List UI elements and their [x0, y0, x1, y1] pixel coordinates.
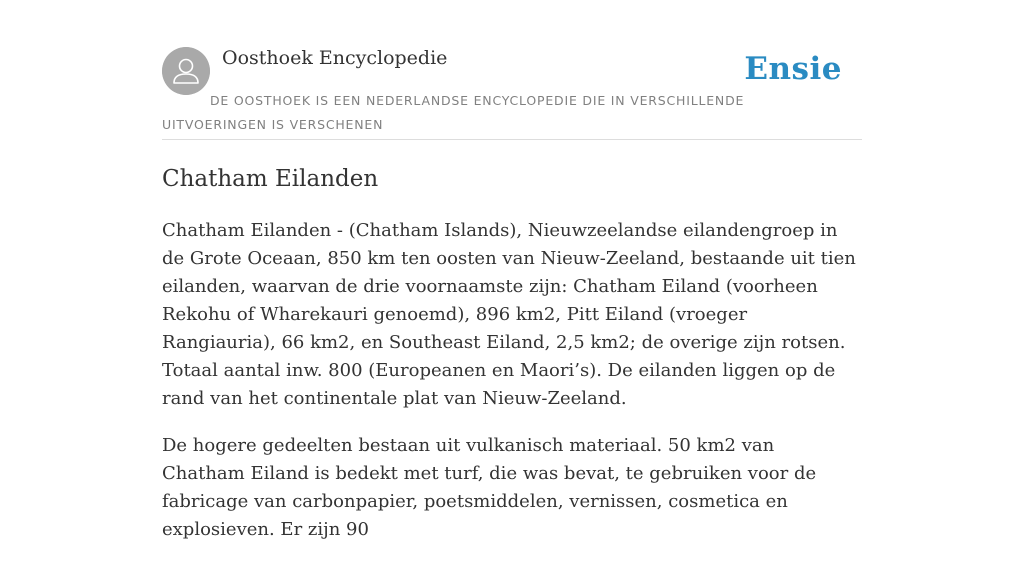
article-paragraph: De hogere gedeelten bestaan uit vulkanisch materiaal. 50 km2 van Chatham Eiland is bedekt met turf, die was bevat, te gebruiken voor de fabricage van carbonpapier, poetsmiddelen, vernissen, cosmetica en explosieven. Er zijn 90	[162, 435, 817, 540]
page-container	[162, 0, 862, 563]
encyclopedia-name-link[interactable]: Oosthoek Encyclopedie	[222, 47, 448, 69]
page-header	[162, 0, 862, 140]
ensie-logo[interactable]: Ensie	[744, 51, 842, 87]
article-paragraph: Chatham Eilanden - (Chatham Islands), Nieuwzeelandse eilandengroep in de Grote Oceaan, 850 km ten oosten van Nieuw-Zeeland, bestaande uit tien eilanden, waarvan de drie voornaamste zijn: Chatham Eiland (voorheen Rekohu of Wharekauri genoemd), 896 km2, Pitt Eiland (vroeger Rangiauria), 66 km2, en Southeast Eiland, 2,5 km2; de overige zijn rotsen. Totaal aantal inw. 800 (Europeanen en Maori’s). De eilanden liggen op de rand van het continentale plat van Nieuw-Zeeland.	[162, 220, 856, 409]
user-silhouette-icon	[162, 47, 210, 95]
encyclopedia-tagline: DE OOSTHOEK IS EEN NEDERLANDSE ENCYCLOPEDIE DIE IN VERSCHILLENDE UITVOERINGEN IS VERSCHENEN	[162, 93, 745, 132]
avatar[interactable]	[162, 47, 210, 95]
article-body	[162, 217, 862, 544]
article-title: Chatham Eilanden	[162, 166, 379, 192]
